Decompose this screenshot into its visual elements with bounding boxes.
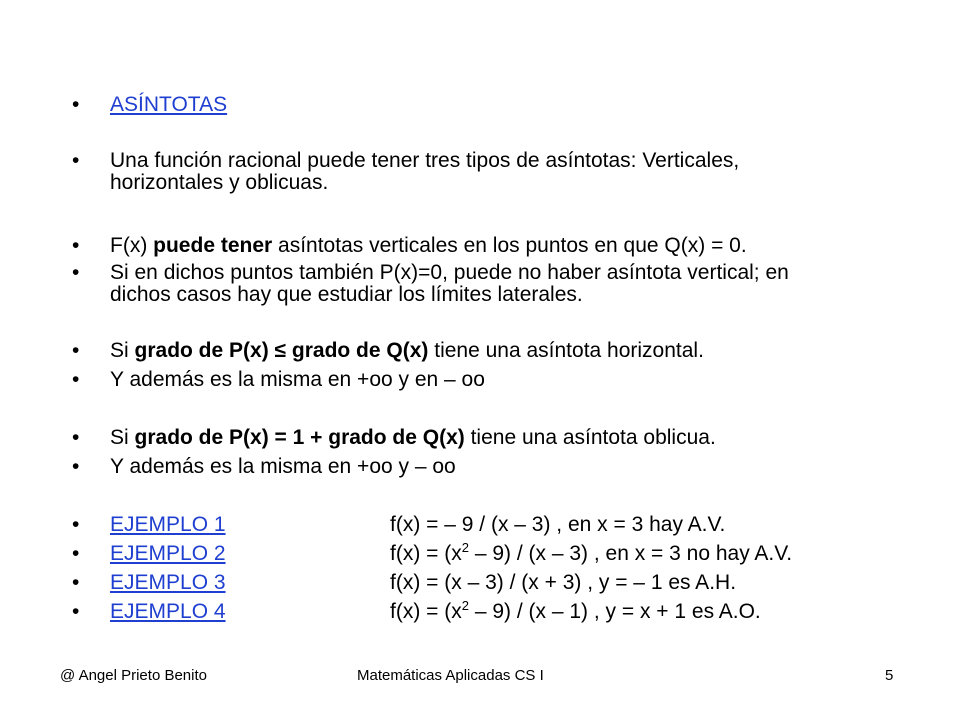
bullet-4-text: Si grado de P(x) ≤ grado de Q(x) tiene una asíntota horizontal. <box>110 339 704 362</box>
bullet-6-text: Si grado de P(x) = 1 + grado de Q(x) tiene una asíntota oblicua. <box>110 426 716 449</box>
footer-page-number: 5 <box>885 667 894 684</box>
ejemplo-1-link[interactable]: EJEMPLO 1 <box>110 513 226 536</box>
bullet-dot: • <box>72 426 80 449</box>
bullet-dot: • <box>72 149 80 172</box>
example-1-formula: f(x) = – 9 / (x – 3) , en x = 3 hay A.V. <box>390 513 726 536</box>
bullet-7-text: Y además es la misma en +oo y – oo <box>110 455 456 478</box>
bullet-dot: • <box>72 600 80 623</box>
ejemplo-3-link[interactable]: EJEMPLO 3 <box>110 571 226 594</box>
asintotas-link[interactable]: ASÍNTOTAS <box>110 93 228 116</box>
bullet-dot: • <box>72 513 80 536</box>
example-2-formula: $f(x) = (x^2 - 9) / (x - 3)$ , en x = 3 no hay A.V. <box>390 540 793 565</box>
bullet-dot: • <box>72 93 80 116</box>
ejemplo-2-link[interactable]: EJEMPLO 2 <box>110 542 226 565</box>
bullet-dot: • <box>72 368 80 391</box>
example-4-formula: $f(x) = (x^2 - 9) / (x - 1)$ , y = x + 1 es A.O. <box>390 598 761 623</box>
ejemplo-4-link[interactable]: EJEMPLO 4 <box>110 600 226 623</box>
bullet-3-line-1: Si en dichos puntos también P(x)=0, puede no haber asíntota vertical; en <box>110 261 789 284</box>
bullet-1-line-1: Una función racional puede tener tres tipos de asíntotas: Verticales, <box>110 149 740 172</box>
bullet-dot: • <box>72 455 80 478</box>
bullet-dot: • <box>72 261 80 284</box>
footer-author: @ Angel Prieto Benito <box>60 667 207 684</box>
bullet-5-text: Y además es la misma en +oo y en – oo <box>110 368 485 391</box>
bullet-3-line-2: dichos casos hay que estudiar los límites laterales. <box>110 283 583 306</box>
bullet-dot: • <box>72 339 80 362</box>
footer-course: Matemáticas Aplicadas CS I <box>357 667 544 684</box>
bullet-dot: • <box>72 234 80 257</box>
bullet-2-text: F(x) puede tener asíntotas verticales en los puntos en que Q(x) = 0. <box>110 234 747 257</box>
example-3-formula: f(x) = (x – 3) / (x + 3) , y = – 1 es A.H. <box>390 571 737 594</box>
bullet-1-line-2: horizontales y oblicuas. <box>110 171 329 194</box>
bullet-dot: • <box>72 542 80 565</box>
bullet-dot: • <box>72 571 80 594</box>
